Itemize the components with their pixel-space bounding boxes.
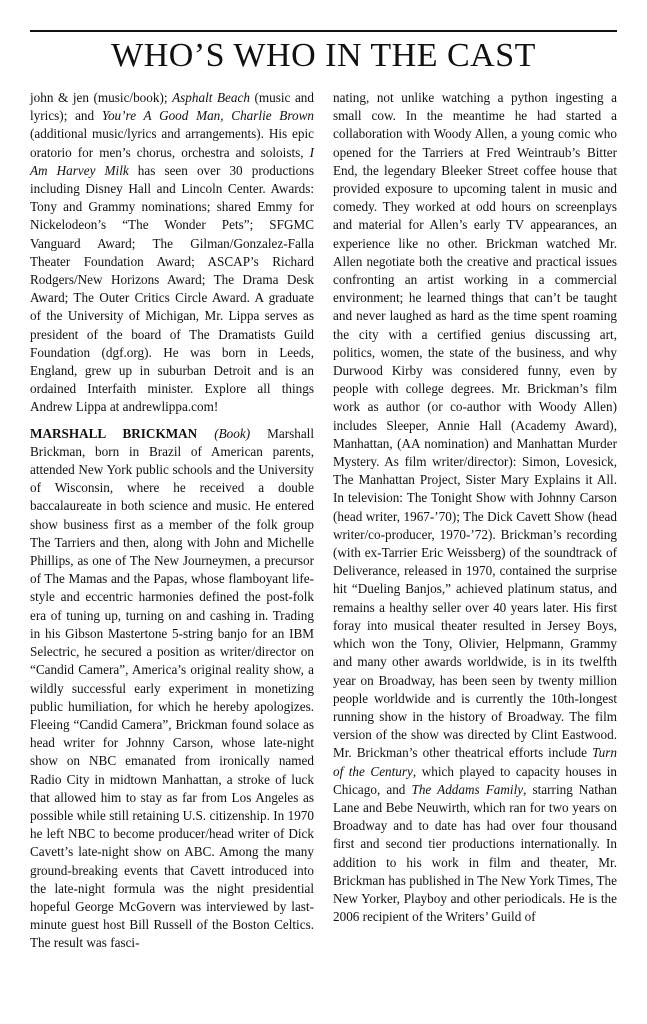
text-run: (music and lyrics); and: [30, 90, 314, 124]
text-run: Marshall Brickman, born in Brazil of American parents, attended New York public schools and the University of Wisconsin, where he received a double baccalaureate in both science and music. He entered show business first as a member of the folk group The Tarriers and then, along with John and Michelle Phillips, as one of The New Journeymen, a precursor of The Mamas and the Papas, whose flamboyant life-style and eccentric harmonies defined the post-folk era of tuning up, turning on and cashing in. Trading in his Gibson Mastertone 5-string banjo for an IBM Selectric, he secured a position as writer/director on “Candid Camera”, America’s original reality show, a wildly successful early experiment in monetizing public humiliation, for which he hereby apologizes. Fleeing “Candid Camera”, Brickman found solace as head writer for Johnny Carson, whose late-night show on NBC emanated from ironically named Radio City in midtown Manhattan, a stroke of luck that allowed him to stay as far from Los Angeles as possible while still retaining U.S. citizenship. In 1970 he left NBC to become producer/head writer of Dick Cavett’s late-night show on ABC. Among the many ground-breaking events that Cavett introduced into the late-night formula was the night presidential hopeful George McGovern was interviewed by last-minute guest host Bill Russell of the Boston Celtics. The result was fasci-: [30, 425, 315, 951]
italic-title: You’re A Good Man, Charlie Brown: [101, 108, 314, 124]
brickman-name: MARSHALL BRICKMAN: [30, 425, 198, 441]
text-run: john & jen (music/book);: [30, 90, 173, 105]
text-run: , which played to capacity houses in Chicago, and: [333, 763, 617, 797]
text-run: has seen over 30 productions including Disney Hall and Lincoln Center. Awards: Tony and Grammy nominations; shared Emmy for Nickelodeon’s “The Wonder Pets”; SFGMC Vanguard Award; The Gilman/Gonzalez-Falla Theater Foundation Award; ASCAP’s Richard Rodgers/New Horizons Award; The Drama Desk Award; The Outer Critics Circle Award. A graduate of the University of Michigan, Mr. Lippa serves as president of the board of The Dramatists Guild Foundation (dgf.org). He was born in Leeds, England, grew up in suburban Detroit and is an ordained Interfaith minister. Explore all things Andrew Lippa at andrewlippa.com!: [30, 162, 314, 415]
italic-title: I Am Harvey Milk: [30, 144, 314, 178]
lippa-bio-paragraph: [30, 89, 314, 417]
page-title: WHO’S WHO IN THE CAST: [111, 37, 536, 74]
italic-title: The Addams Family: [411, 781, 524, 797]
brickman-bio-paragraph: [30, 425, 314, 953]
text-run: nating, not unlike watching a python ingesting a small cow. In the meantime he had started a collaboration with Woody Allen, a young comic who opened for the Tarriers at Fred Weintraub’s Bitter End, the legendary Bleeker Street coffee house that provided exposure to upcoming talent in music and comedy. They worked at odd hours on screenplays and material for Allen’s early TV appearances, an experience like no other. Brickman watched Mr. Allen negotiate both the creative and practical issues confronting an artist working in a commercial environment; he learned things that can’t be taught and never laughed as hard as the time spent roaming the city with a certified genius discussing art, politics, women, the state of the business, and why Durwood Kirby was considered funny, even by people with college degrees. Mr. Brickman’s film work as author (or co-author with Woody Allen) includes Sleeper, Annie Hall (Academy Award), Manhattan, (AA nomination) and Manhattan Murder Mystery. As film writer/director): Simon, Lovesick, The Manhattan Project, Sister Mary Explains it All. In television: The Tonight Show with Johnny Carson (head writer, 1967-’70); The Dick Cavett Show (head writer/co-producer, 1970-’72). Brickman’s recording (with ex-Tarrier Eric Weissberg) of the soundtrack of Deliverance, released in 1970, contained the surprise hit “Dueling Banjos,” achieved platinum status, and remains a healthy seller over 40 years later. His first foray into musical theater resulted in Jersey Boys, which won the Tony, Olivier, Helpmann, Grammy and many other awards worldwide, is in its twelfth year on Broadway, has been seen by twenty million people worldwide and is currently the 10th-longest running show in the history of Broadway. The film version of the show was directed by Clint Eastwood. Mr. Brickman’s other theatrical efforts include: [333, 90, 617, 761]
brickman-bio-text: [30, 426, 314, 951]
italic-title: Asphalt Beach: [172, 90, 250, 105]
text-run: (additional music/lyrics and arrangements). His epic oratorio for men’s chorus, orchestra and soloists,: [30, 126, 314, 160]
left-column: [30, 89, 314, 953]
text-run: , starring Nathan Lane and Bebe Neuwirth, which ran for two years on Broadway and to date has had over four thousand first and second tier productions internationally. In addition to his work in film and theater, Mr. Brickman has published in The New York Times, The New Yorker, Playboy and other periodicals. He is the 2006 recipient of the Writers’ Guild of: [333, 781, 617, 925]
brickman-bio-continued: [333, 89, 617, 926]
italic-title: Turn of the Century: [333, 745, 617, 779]
brickman-role: (Book): [214, 425, 251, 441]
right-column: [333, 89, 617, 926]
header-rule: [30, 30, 617, 32]
